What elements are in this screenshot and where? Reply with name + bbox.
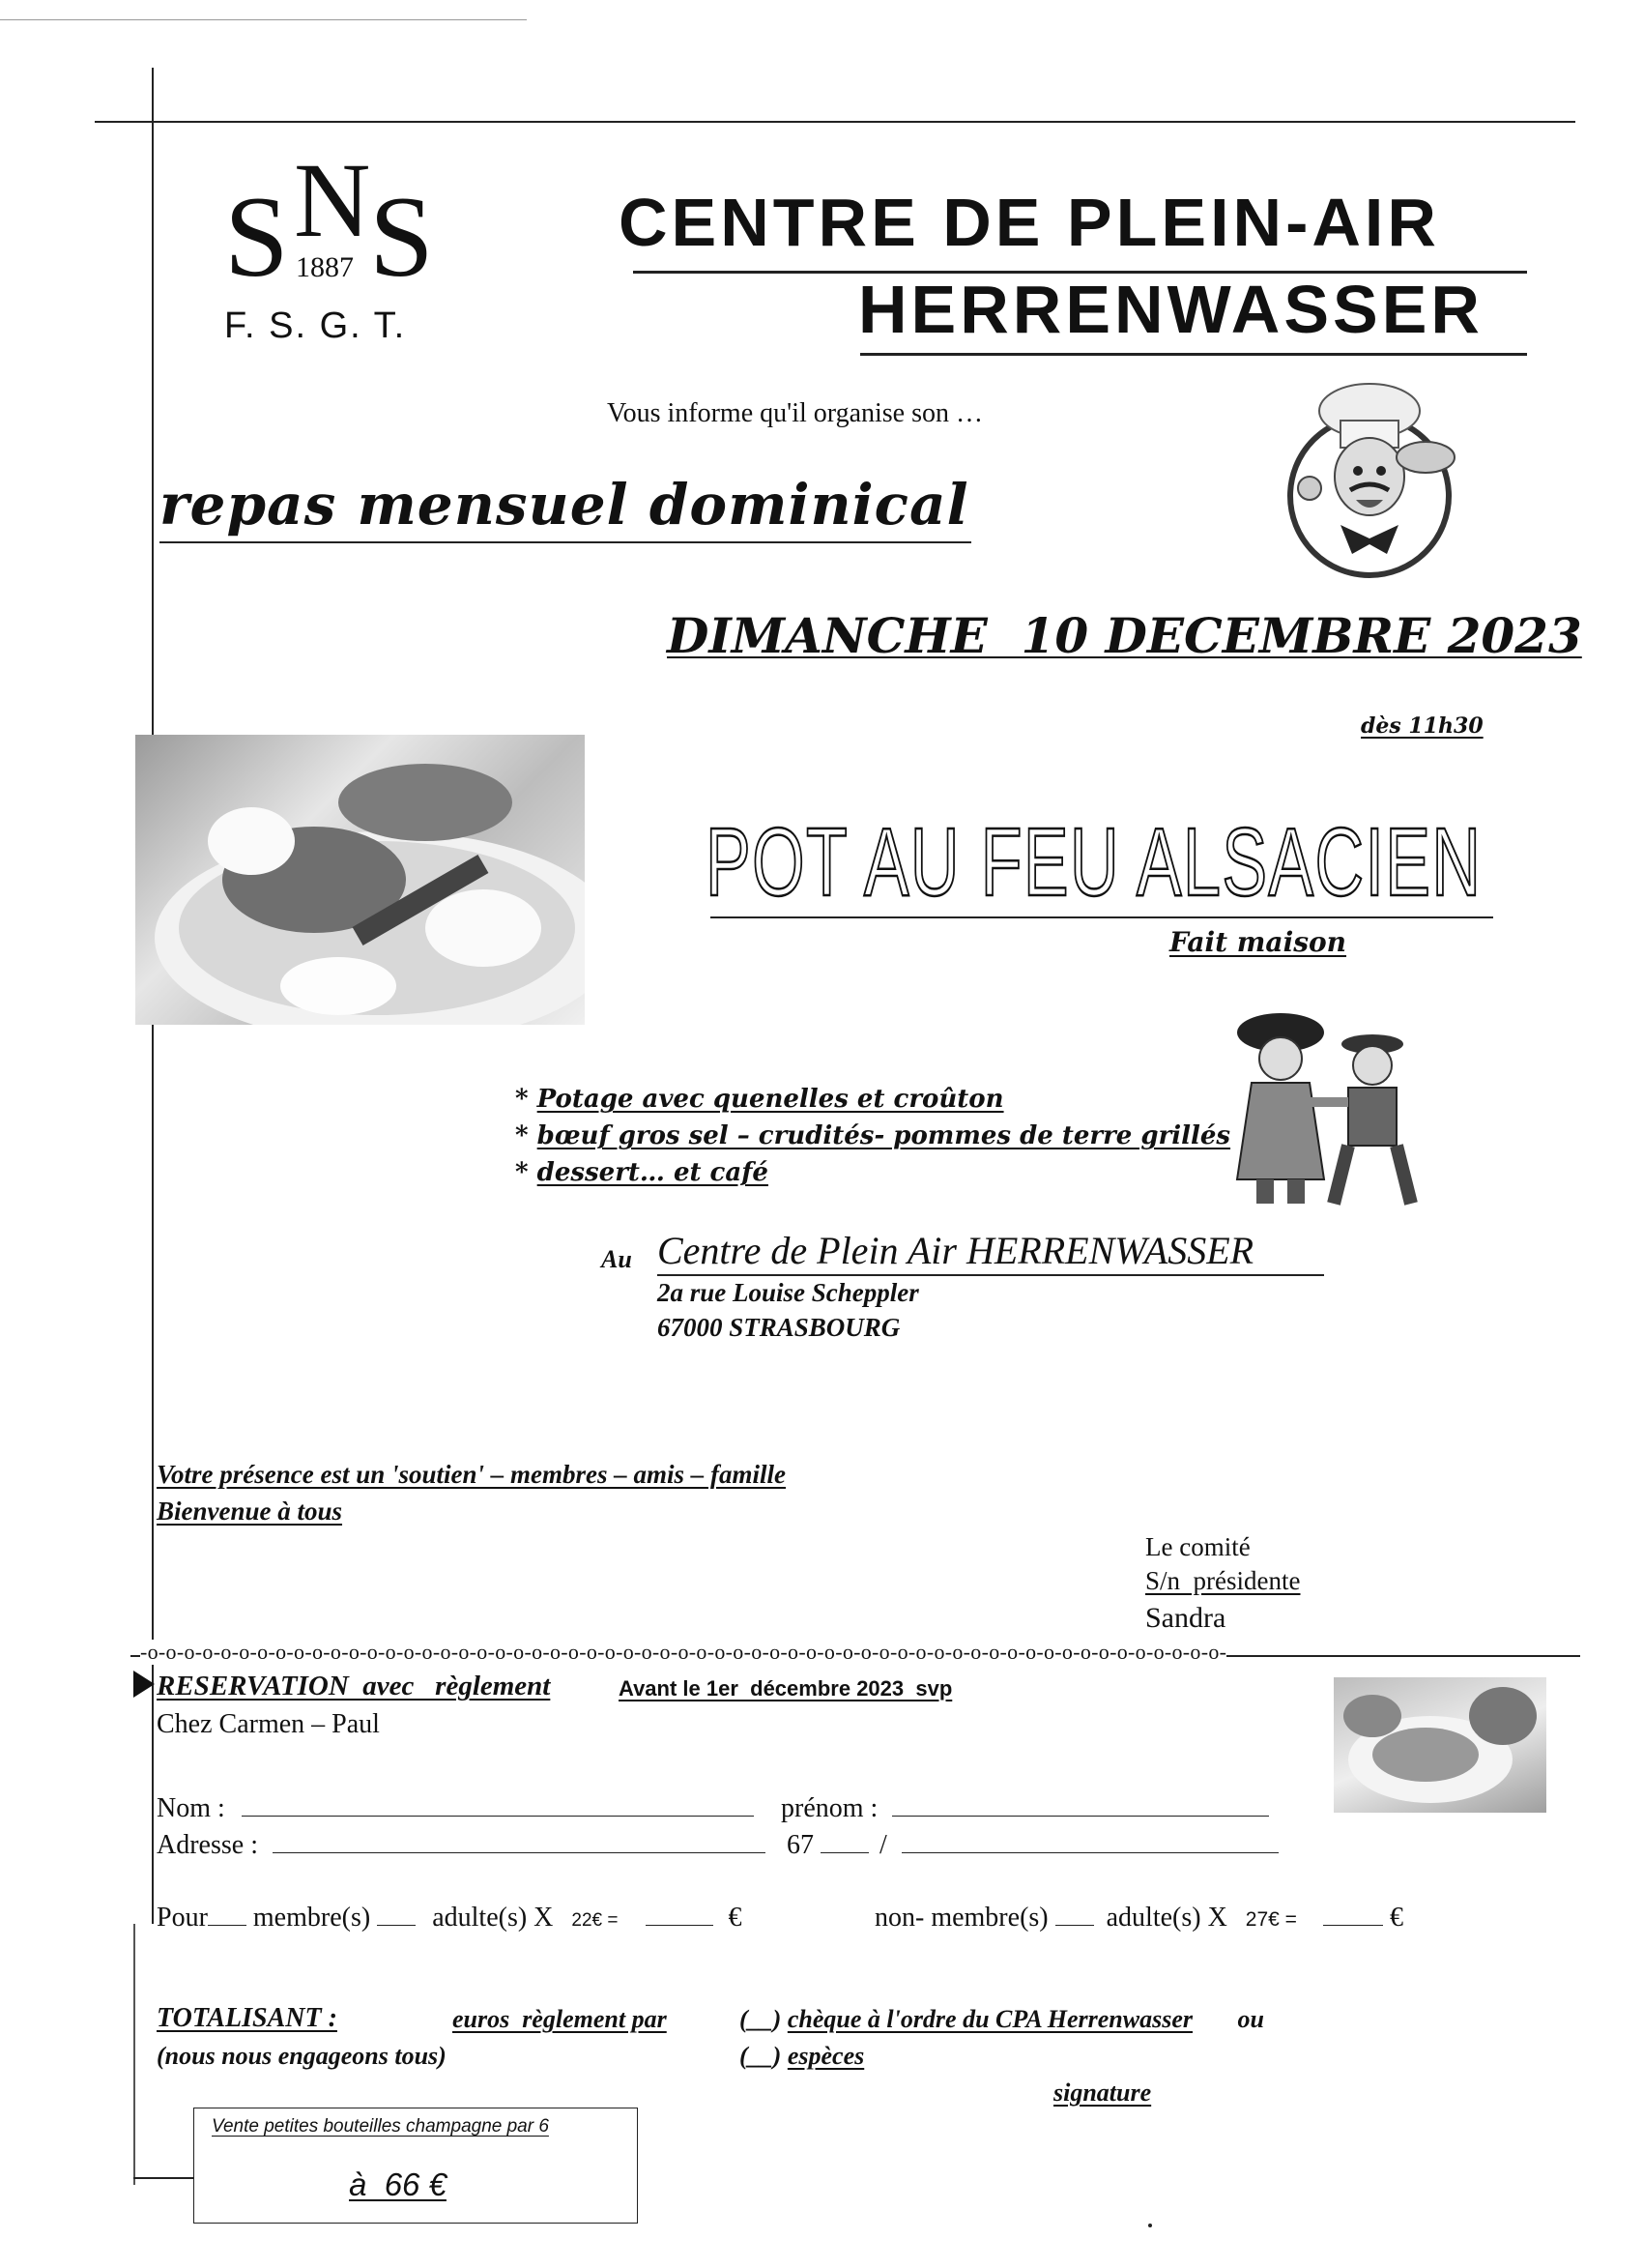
member-count-field[interactable] [208,1898,246,1926]
champagne-label: Vente petites bouteilles champagne par 6 [212,2116,549,2137]
postcode-row [787,1825,1279,1861]
logo-year: 1887 [296,251,354,283]
especes-label: espèces [787,2042,865,2070]
postcode-prefix: 67 [787,1830,814,1860]
non-member-total-field[interactable] [1323,1898,1383,1926]
member-adults-field[interactable] [377,1898,416,1926]
cheque-checkbox[interactable]: (__) [739,2005,782,2033]
header-line1: CENTRE DE PLEIN-AIR [619,185,1440,260]
prenom-field[interactable] [892,1788,1269,1817]
separator-dots: -o-o-o-o-o-o-o-o-o-o-o-o-o-o-o-o-o-o-o-o-o-o-o-o-o-o-o-o-o-o-o-o-o-o-o-o-o-o-o-o-o-o-o-o-o-o-o-o-o-o-o-o-o-o-o-o-o-o-o- [140,1640,1227,1664]
logo-letter-left: S [224,172,289,301]
prenom-row [781,1788,1269,1824]
event-title-underline [159,541,971,543]
euros-reglement: euros règlement par [452,2005,667,2033]
menu-bullet: * [515,1121,537,1150]
cheque-label: chèque à l'ordre du CPA Herrenwasser [787,2005,1193,2033]
menu-item [515,1154,1230,1191]
signoff-name: Sandra [1145,1602,1226,1634]
member-euro: € [728,1903,742,1933]
non-member-row [875,1898,1403,1934]
member-price: 22€ = [571,1910,619,1931]
logo-letter-right: S [369,172,434,301]
adresse-field[interactable] [273,1825,765,1853]
menu-bullet: * [515,1158,537,1187]
ou-label: ou [1237,2005,1264,2033]
dish-name: POT AU FEU ALSACIEN [706,808,1483,916]
non-member-euro: € [1389,1903,1403,1933]
dish-note: Fait maison [1169,926,1347,958]
reservation-arrow [133,1671,155,1698]
intro-text: Vous informe qu'il organise son … [607,398,983,428]
event-time: dès 11h30 [1361,713,1484,739]
dish-underline [710,916,1493,918]
pot-au-feu-photo [135,735,585,1025]
venue-street: 2a rue Louise Scheppler [657,1278,919,1307]
reservation-photo [1334,1677,1546,1813]
champagne-box [193,2108,638,2224]
menu-item [515,1118,1230,1154]
adresse-label: Adresse : [157,1830,258,1860]
reservation-contact: Chez Carmen – Paul [157,1709,380,1739]
prenom-label: prénom : [781,1793,879,1823]
postcode-slash: / [879,1830,887,1860]
city-field[interactable] [902,1825,1279,1853]
menu-item-text: Potage avec quenelles et croûton [536,1085,1004,1114]
header-line2-underline [860,353,1527,356]
venue-prefix: Au [601,1245,632,1273]
logo-org: F. S. G. T. [224,305,407,346]
event-date: DIMANCHE 10 DECEMBRE 2023 [667,607,1582,664]
venue-city: 67000 STRASBOURG [657,1313,901,1342]
non-member-price: 27€ = [1245,1908,1297,1931]
champagne-price: à 66 € [349,2166,447,2202]
menu-list [515,1081,1230,1191]
reservation-title: RESERVATION avec règlement [157,1671,551,1701]
adultes-label: adulte(s) X [432,1903,554,1933]
especes-checkbox[interactable]: (__) [739,2042,782,2070]
support-line2: Bienvenue à tous [157,1497,343,1526]
reservation-deadline: Avant le 1er décembre 2023 svp [619,1676,953,1701]
option-especes-row [739,2042,864,2071]
left-margin-rule-lower [133,1924,135,2185]
signature-label: signature [1053,2079,1152,2107]
chef-illustration [1281,382,1459,585]
menu-item [515,1081,1230,1118]
top-short-rule [0,19,527,20]
member-row [157,1898,741,1934]
menu-item-text: bœuf gros sel – crudités- pommes de terre grillés [536,1121,1231,1150]
sns-logo [224,141,476,348]
engagement-text: (nous nous engageons tous) [157,2042,447,2070]
menu-bullet: * [515,1085,537,1114]
event-title: repas mensuel dominical [159,472,969,538]
nom-field[interactable] [242,1788,754,1817]
totalisant-label: TOTALISANT : [157,2003,337,2033]
champagne-connector [133,2177,193,2179]
membres-label: membre(s) [252,1903,371,1933]
adresse-row [157,1825,765,1861]
support-line1: Votre présence est un 'soutien' – membres – amis – famille [157,1460,787,1489]
member-total-field[interactable] [646,1898,713,1926]
venue-name: Centre de Plein Air HERRENWASSER [657,1229,1254,1272]
alsatian-dancers-illustration [1227,1005,1421,1213]
postcode-field[interactable] [821,1825,869,1853]
top-rule [95,121,1575,123]
signoff-committee: Le comité [1145,1532,1251,1561]
option-cheque-row [739,2005,1264,2034]
venue-name-underline [657,1274,1324,1276]
nom-row [157,1788,754,1824]
non-member-adults-field[interactable] [1055,1898,1094,1926]
signoff-role: S/n présidente [1145,1566,1301,1595]
non-member-adultes-label: adulte(s) X [1106,1903,1227,1933]
stray-dot [1148,2224,1152,2227]
pour-label: Pour [157,1903,208,1933]
logo-letter-mid: N [294,141,371,259]
header-line2: HERRENWASSER [858,272,1484,347]
menu-item-text: dessert… et café [536,1158,768,1187]
non-membres-label: non- membre(s) [875,1903,1049,1933]
nom-label: Nom : [157,1793,225,1823]
